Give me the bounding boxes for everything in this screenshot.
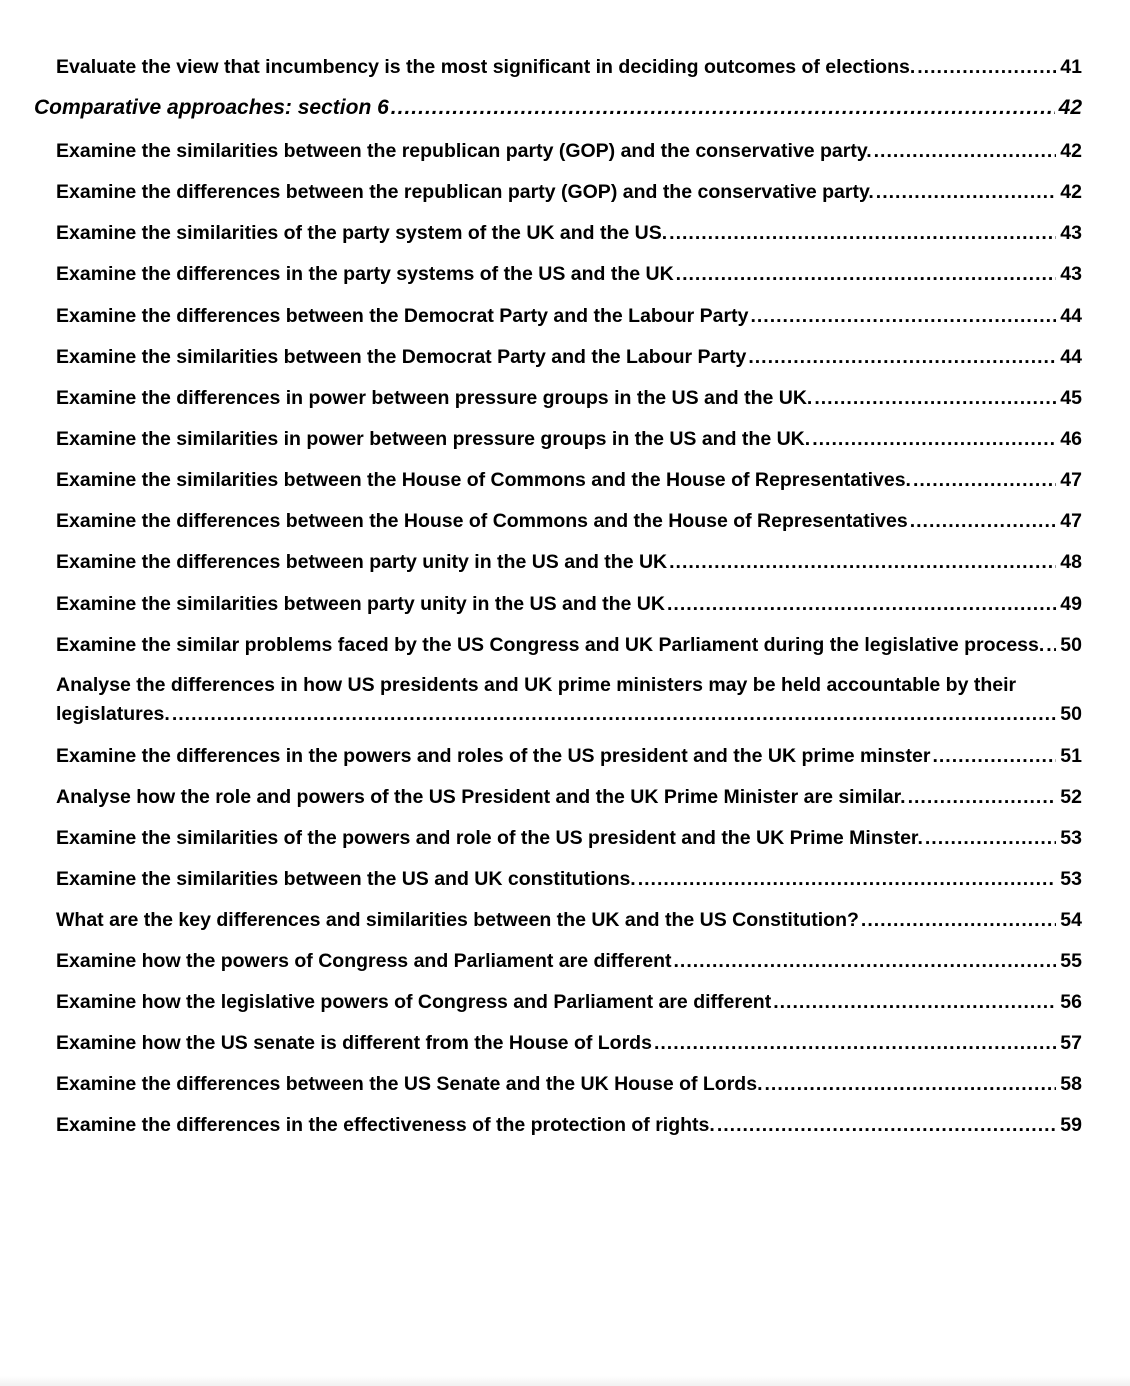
dot-leader: [773, 989, 1056, 1015]
toc-entry-page: 44: [1060, 305, 1082, 327]
dot-leader: [913, 467, 1056, 493]
toc-entry-title: Evaluate the view that incumbency is the most significant in deciding outcomes of elections.: [56, 56, 916, 78]
toc-entry[interactable]: [56, 344, 1082, 370]
toc-entry-title: Examine the similarities between the Democrat Party and the Labour Party: [56, 346, 747, 368]
toc-entry[interactable]: [56, 467, 1082, 493]
toc-entry-title: Examine the differences between the US Senate and the UK House of Lords.: [56, 1073, 763, 1095]
toc-entry-page: 44: [1060, 346, 1082, 368]
toc-entry[interactable]: [56, 632, 1082, 658]
toc-entry-page: 48: [1060, 551, 1082, 573]
toc-entry-title: Examine how the US senate is different from the House of Lords: [56, 1032, 652, 1054]
toc-entry-title: Examine the similarities between the US and UK constitutions.: [56, 868, 636, 890]
toc-entry-page: 50: [1060, 703, 1082, 725]
page-bottom-edge: [0, 1376, 1130, 1386]
toc-entry-title: Examine the similarities in power between pressure groups in the US and the UK.: [56, 428, 811, 450]
dot-leader: [750, 303, 1056, 329]
dot-leader: [1046, 632, 1056, 658]
toc-entry-title: Examine the differences in the effectiveness of the protection of rights.: [56, 1114, 715, 1136]
toc-entry[interactable]: [56, 426, 1082, 452]
toc-entry[interactable]: [56, 220, 1082, 246]
toc-entry-title: Examine the similarities of the powers and role of the US president and the UK Prime Minster.: [56, 827, 923, 849]
toc-entry-title: Examine how the powers of Congress and Parliament are different: [56, 950, 672, 972]
toc-entry[interactable]: [56, 261, 1082, 287]
toc-entry-title: Examine the similarities of the party system of the UK and the US.: [56, 222, 668, 244]
toc-entry[interactable]: [56, 989, 1082, 1015]
toc-entry-title: Examine the differences in the powers and roles of the US president and the UK prime minster: [56, 745, 931, 767]
toc-entry[interactable]: [56, 591, 1082, 617]
toc-entry-page: 50: [1060, 634, 1082, 656]
toc-entry[interactable]: [56, 385, 1082, 411]
toc-entry[interactable]: [56, 672, 1082, 730]
dot-leader: [861, 907, 1056, 933]
toc-section-page: 42: [1058, 96, 1082, 119]
toc-entry-title: Analyse the differences in how US presidents and UK prime ministers may be held accountable by their: [56, 674, 1017, 696]
toc-entry-page: 55: [1060, 950, 1082, 972]
dot-leader: [669, 220, 1056, 246]
dot-leader: [925, 825, 1056, 851]
toc-entry-title: Examine the differences between party unity in the US and the UK: [56, 551, 668, 573]
toc-entry-page: 53: [1060, 868, 1082, 890]
toc-section-title: Comparative approaches: section 6: [34, 96, 389, 119]
dot-leader: [638, 866, 1057, 892]
toc-entry[interactable]: [56, 825, 1082, 851]
dot-leader: [876, 179, 1057, 205]
toc-entry-page: 54: [1060, 909, 1082, 931]
toc-entry-page: 53: [1060, 827, 1082, 849]
dot-leader: [391, 95, 1055, 121]
dot-leader: [917, 54, 1056, 80]
dot-leader: [676, 261, 1057, 287]
toc-entry[interactable]: [56, 907, 1082, 933]
toc-entry-title-continued: legislatures.: [56, 703, 170, 725]
toc-entry[interactable]: [56, 549, 1082, 575]
toc-entry-title: Analyse how the role and powers of the US President and the UK Prime Minister are similar.: [56, 786, 906, 808]
toc-entry-page: 58: [1060, 1073, 1082, 1095]
toc-entry-title: Examine the differences between the House of Commons and the House of Representatives: [56, 510, 908, 532]
toc-entry-title: Examine the differences between the Democrat Party and the Labour Party: [56, 305, 749, 327]
dot-leader: [814, 385, 1056, 411]
toc-entry[interactable]: [56, 1030, 1082, 1056]
toc-entry-page: 47: [1060, 469, 1082, 491]
toc-entry[interactable]: [56, 54, 1082, 80]
toc-entry-page: 41: [1060, 56, 1082, 78]
toc-entry-page: 57: [1060, 1032, 1082, 1054]
dot-leader: [172, 701, 1056, 727]
toc-entry-title: Examine the differences in the party systems of the US and the UK: [56, 263, 674, 285]
toc-entry[interactable]: [56, 784, 1082, 810]
dot-leader: [654, 1030, 1056, 1056]
toc-entry-title: Examine how the legislative powers of Congress and Parliament are different: [56, 991, 772, 1013]
toc-entry-page: 42: [1060, 181, 1082, 203]
dot-leader: [673, 948, 1056, 974]
dot-leader: [812, 426, 1056, 452]
dot-leader: [908, 784, 1057, 810]
toc-entry[interactable]: [56, 1071, 1082, 1097]
toc-entry-page: 52: [1060, 786, 1082, 808]
dot-leader: [748, 344, 1056, 370]
toc-entry-page: 43: [1060, 222, 1082, 244]
toc-entry[interactable]: [56, 179, 1082, 205]
toc-entry-page: 45: [1060, 387, 1082, 409]
toc-entry-page: 42: [1060, 140, 1082, 162]
toc-entry-title: Examine the differences between the republican party (GOP) and the conservative party.: [56, 181, 874, 203]
toc-entry-title: What are the key differences and similarities between the UK and the US Constitution?: [56, 909, 859, 931]
toc-entry[interactable]: [56, 303, 1082, 329]
toc-entry-page: 51: [1060, 745, 1082, 767]
dot-leader: [667, 591, 1056, 617]
toc-entry-page: 56: [1060, 991, 1082, 1013]
toc-entry[interactable]: [56, 508, 1082, 534]
dot-leader: [717, 1112, 1056, 1138]
toc-entry-title: Examine the similar problems faced by the US Congress and UK Parliament during the legislative process.: [56, 634, 1045, 656]
toc-entry-page: 59: [1060, 1114, 1082, 1136]
toc-entry[interactable]: [56, 138, 1082, 164]
toc-entry-page: 49: [1060, 593, 1082, 615]
toc-entry-title: Examine the similarities between party unity in the US and the UK: [56, 593, 665, 615]
dot-leader: [910, 508, 1057, 534]
toc-entry-title: Examine the similarities between the House of Commons and the House of Representatives.: [56, 469, 911, 491]
toc-section-heading[interactable]: [34, 95, 1082, 121]
dot-leader: [874, 138, 1057, 164]
toc-entry-page: 46: [1060, 428, 1082, 450]
toc-entry[interactable]: [56, 743, 1082, 769]
toc-entry-page: 47: [1060, 510, 1082, 532]
dot-leader: [932, 743, 1056, 769]
toc-entry[interactable]: [56, 948, 1082, 974]
toc-entry-page: 43: [1060, 263, 1082, 285]
toc-entry[interactable]: [56, 866, 1082, 892]
toc-entry-title: Examine the differences in power between pressure groups in the US and the UK.: [56, 387, 813, 409]
dot-leader: [669, 549, 1056, 575]
toc-entry-title: Examine the similarities between the republican party (GOP) and the conservative party.: [56, 140, 872, 162]
dot-leader: [765, 1071, 1057, 1097]
toc-entry[interactable]: [56, 1112, 1082, 1138]
